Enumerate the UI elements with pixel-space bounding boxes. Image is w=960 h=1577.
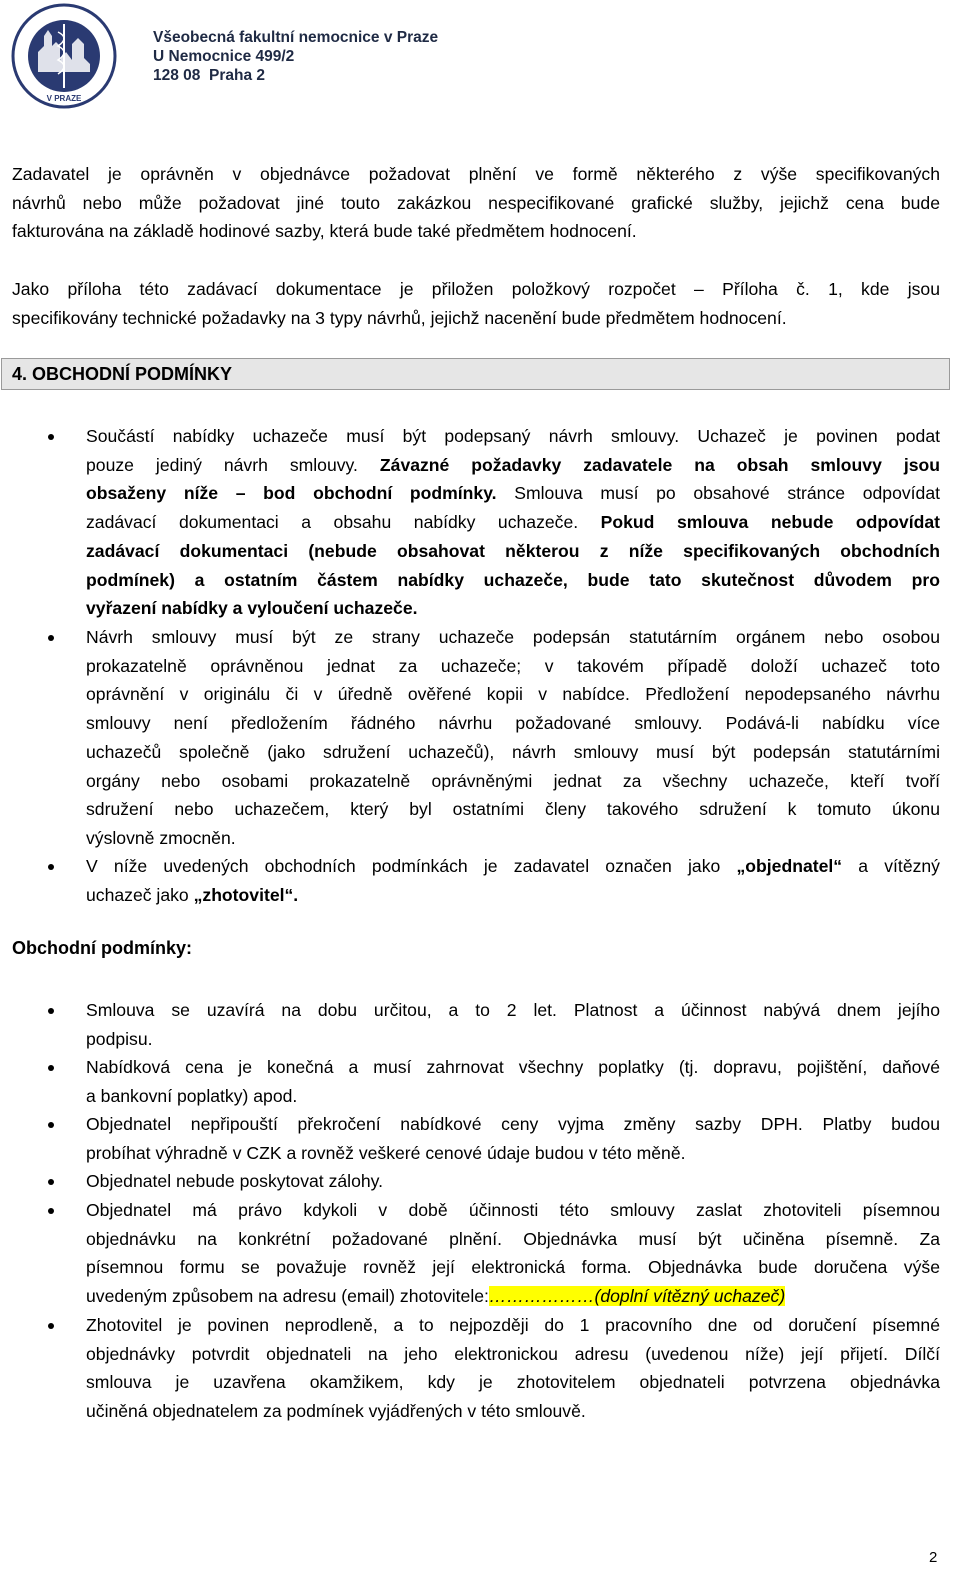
bullet-icon	[48, 1323, 54, 1329]
hospital-address-block	[153, 28, 438, 85]
page-number: 2	[929, 1549, 938, 1566]
text-run: a vítězný	[842, 856, 940, 876]
subheading-business-terms: Obchodní podmínky:	[12, 938, 192, 958]
page-header	[0, 0, 960, 112]
list-item-line: Součástí nabídky uchazeče musí být podepsaný návrh smlouvy. Uchazeč je povinen podat	[86, 426, 940, 446]
address-city: 128 08 Praha 2	[153, 67, 266, 84]
section-title: 4. OBCHODNÍ PODMÍNKY	[12, 364, 233, 384]
bullet-icon	[48, 1208, 54, 1214]
bullet-icon	[48, 1008, 54, 1014]
list-item-line: uchazečů společně (jako sdružení uchazečů), návrh smlouvy musí být podepsán statutárními	[86, 741, 940, 762]
bold-run: vyřazení nabídky a vyloučení uchazeče.	[86, 598, 418, 619]
list-item-line: Zhotovitel je povinen neprodleně, a to nejpozději do 1 pracovního dne od doručení písemné	[86, 1315, 940, 1335]
bold-run: Pokud smlouva nebude odpovídat	[600, 512, 940, 533]
list-item-line: smlouva je uzavřena okamžikem, kdy je zhotovitelem objednateli potvrzena objednávka	[86, 1372, 940, 1393]
bold-run: „zhotovitel“.	[193, 884, 299, 905]
list-item-line: Objednatel nepřipouští překročení nabídkové ceny vyjma změny sazby DPH. Platby budou	[86, 1114, 940, 1134]
list-item-line: objednávky potvrdit objednateli na jeho elektronickou adresu (uvedenou níže) její přijetí. Dílčí	[86, 1343, 940, 1364]
bullet-icon	[48, 434, 54, 440]
list-item-line	[86, 451, 940, 480]
list-item-line: objednávku na konkrétní požadované plnění. Objednávka musí být učiněna písemně. Za	[86, 1228, 940, 1249]
text-run: Smlouva musí po obsahové stránce odpovídat	[496, 483, 940, 504]
list-item-line: prokazatelně oprávněnou jednat za uchazeče; v takovém případě doloží uchazeč toto	[86, 655, 940, 676]
list-item-line: učiněná objednatelem za podmínek vyjádřených v této smlouvě.	[86, 1401, 586, 1422]
bullet-icon	[48, 1122, 54, 1128]
intro-paragraph-1	[12, 160, 940, 246]
hospital-name: Všeobecná fakultní nemocnice v Praze	[153, 29, 439, 46]
intro-paragraph-2	[12, 275, 940, 332]
list-item-line	[86, 852, 940, 881]
bullet-icon	[48, 864, 54, 870]
list-item-line	[86, 1282, 940, 1311]
list-item-line: sdružení nebo uchazečem, který byl ostatními členy takového sdružení k tomuto úkonu	[86, 799, 940, 820]
bullet-icon	[48, 1065, 54, 1071]
text-run: pouze jediný návrh smlouvy.	[86, 454, 380, 475]
text-line: specifikovány technické požadavky na 3 typy návrhů, jejichž nacenění bude předmětem hodnocení.	[12, 307, 787, 328]
text-run: zadávací dokumentaci a obsahu nabídky uchazeče.	[86, 512, 601, 533]
list-item-line	[86, 594, 940, 623]
address-street: U Nemocnice 499/2	[153, 48, 295, 65]
list-item-line	[86, 881, 940, 910]
text-line: návrhů nebo může požadovat jiné touto zakázkou nespecifikované grafické služby, jejichž cena bude	[12, 192, 940, 213]
list-item-line: Objednatel má právo kdykoli v době účinnosti této smlouvy zaslat zhotoviteli písemnou	[86, 1200, 940, 1220]
section-heading-box	[1, 358, 950, 390]
list-item-line	[86, 566, 940, 595]
text-line: Zadavatel je oprávněn v objednávce požadovat plnění ve formě některého z výše specifikovaných	[12, 164, 940, 184]
list-item-line: písemnou formu se považuje rovněž její elektronická forma. Objednávka bude doručena výše	[86, 1257, 940, 1278]
bullet-icon	[48, 635, 54, 641]
list-item-line: Návrh smlouvy musí být ze strany uchazeče podepsán statutárním orgánem nebo osobou	[86, 627, 940, 647]
text-run: uchazeč jako	[86, 884, 194, 905]
list-item-line: smlouvy není předložením řádného návrhu požadované smlouvy. Podává-li nabídku více	[86, 713, 940, 734]
list-item-line: Nabídková cena je konečná a musí zahrnovat všechny poplatky (tj. dopravu, pojištění, daňové	[86, 1057, 940, 1077]
svg-text:V PRAZE: V PRAZE	[46, 94, 82, 103]
highlighted-placeholder: ………………(doplní vítězný uchazeč)	[488, 1286, 786, 1307]
bold-run: „objednatel“	[736, 856, 843, 876]
list-item-line	[86, 479, 940, 508]
text-line: Jako příloha této zadávací dokumentace je přiložen položkový rozpočet – Příloha č. 1, kde jsou	[12, 279, 940, 299]
bold-run: podmínek) a ostatním částem nabídky uchazeče, bude tato skutečnost důvodem pro	[86, 569, 940, 590]
list-item-line	[86, 537, 940, 566]
hospital-logo	[8, 2, 120, 110]
text-run: V níže uvedených obchodních podmínkách je zadavatel označen jako	[86, 856, 737, 876]
text-line: fakturována na základě hodinové sazby, která bude také předmětem hodnocení.	[12, 221, 637, 242]
bullet-icon	[48, 1179, 54, 1185]
list-item-line: orgány nebo osobami prokazatelně oprávněnými jednat za všechny uchazeče, kteří tvoří	[86, 770, 940, 791]
list-item-line: Smlouva se uzavírá na dobu určitou, a to 2 let. Platnost a účinnost nabývá dnem jejího	[86, 1000, 940, 1020]
list-item-line: a bankovní poplatky) apod.	[86, 1085, 298, 1106]
bold-run: zadávací dokumentaci (nebude obsahovat některou z níže specifikovaných obchodních	[86, 540, 940, 561]
text-run: uvedeným způsobem na adresu (email) zhotovitele:	[86, 1286, 489, 1307]
bold-run: Závazné požadavky zadavatele na obsah smlouvy jsou	[379, 454, 941, 475]
bold-run: obsaženy níže – bod obchodní podmínky.	[86, 483, 497, 504]
list-item-line: oprávnění v originálu či v úředně ověřené kopii v nabídce. Předložení nepodepsaného návrhu	[86, 684, 940, 705]
list-item-line	[86, 508, 940, 537]
list-item-line: podpisu.	[86, 1028, 153, 1049]
list-item-line: probíhat výhradně v CZK a rovněž veškeré cenové údaje budou v této měně.	[86, 1142, 686, 1163]
list-item-line: Objednatel nebude poskytovat zálohy.	[86, 1171, 384, 1191]
list-item-line: výslovně zmocněn.	[86, 827, 236, 848]
